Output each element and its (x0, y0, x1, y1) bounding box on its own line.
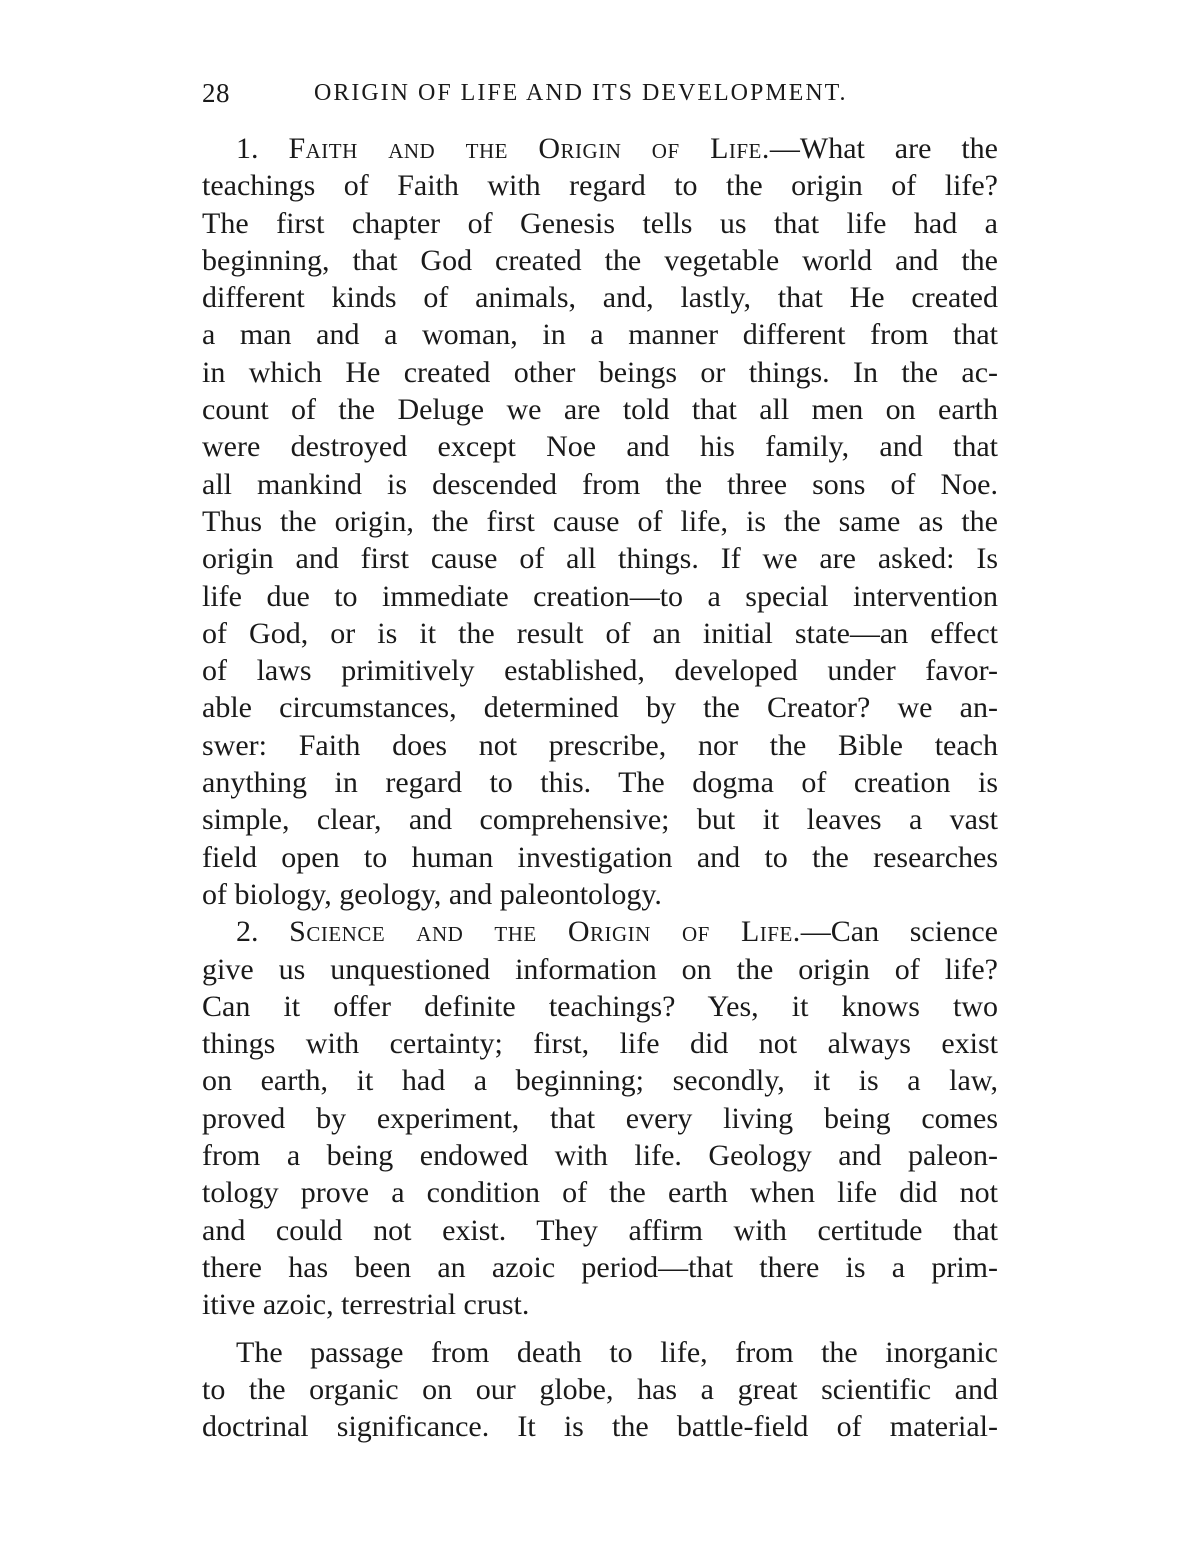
section-1-number: 1. (236, 132, 259, 165)
text-line: count of the Deluge we are told that all men on earth (202, 393, 998, 427)
section-2-heading: Science and the Origin of Life. (289, 915, 801, 949)
section-faith (202, 130, 998, 913)
text-line: proved by experiment, that every living being comes (202, 1101, 998, 1135)
section-1-heading: Faith and the Origin of Life. (288, 132, 770, 165)
text-line: of biology, geology, and paleontology. (202, 877, 662, 911)
section-2-first-line (202, 913, 998, 950)
body-text (202, 130, 998, 1445)
text-line: give us unquestioned information on the origin of life? (202, 952, 998, 986)
text-line: Thus the origin, the first cause of life, is the same as the (202, 504, 998, 538)
text-line: teachings of Faith with regard to the origin of life? (202, 169, 998, 203)
text-line: all mankind is descended from the three sons of Noe. (202, 467, 998, 501)
text-line: origin and first cause of all things. If we are asked: Is (202, 542, 998, 576)
text-line: to the organic on our globe, has a great scientific and (202, 1372, 998, 1406)
text-line: anything in regard to this. The dogma of creation is (202, 766, 998, 800)
text-line: swer: Faith does not prescribe, nor the Bible teach (202, 728, 998, 762)
section-1-first-line (202, 130, 998, 167)
text-line: life due to immediate creation—to a special intervention (202, 579, 998, 613)
text-line: on earth, it had a beginning; secondly, it is a law, (202, 1064, 998, 1098)
text-line: The passage from death to life, from the inorganic (236, 1335, 998, 1369)
text-line: tology prove a condition of the earth when life did not (202, 1176, 998, 1210)
paragraph-gap (202, 1324, 998, 1334)
closing-paragraph (202, 1334, 998, 1446)
text-line: simple, clear, and comprehensive; but it leaves a vast (202, 803, 998, 837)
text-line: in which He created other beings or things. In the ac- (202, 355, 998, 389)
text-line: different kinds of animals, and, lastly, that He created (202, 281, 998, 315)
section-2-number: 2. (236, 915, 259, 949)
text-line: of God, or is it the result of an initial state—an effect (202, 616, 998, 650)
running-head (202, 78, 1002, 112)
section-science (202, 913, 998, 1323)
text-line: of laws primitively established, developed under favor- (202, 654, 998, 688)
running-title: ORIGIN OF LIFE AND ITS DEVELOPMENT. (314, 80, 848, 106)
text-line: were destroyed except Noe and his family, and that (202, 430, 998, 464)
text-line: there has been an azoic period—that there is a prim- (202, 1250, 998, 1284)
text-line: from a being endowed with life. Geology and paleon- (202, 1139, 998, 1173)
text-line: The first chapter of Genesis tells us that life had a (202, 206, 998, 240)
text-line: beginning, that God created the vegetable world and the (202, 243, 998, 277)
text-line: itive azoic, terrestrial crust. (202, 1288, 530, 1322)
text-line: and could not exist. They affirm with certitude that (202, 1213, 998, 1247)
section-2-line-0: —Can science (800, 915, 998, 949)
text-line: field open to human investigation and to the researches (202, 840, 998, 874)
text-line: doctrinal significance. It is the battle-field of material- (202, 1410, 998, 1444)
text-line: things with certainty; first, life did not always exist (202, 1027, 998, 1061)
page-number: 28 (202, 78, 230, 108)
section-1-line-0: —What are the (769, 132, 998, 165)
text-line: able circumstances, determined by the Creator? we an- (202, 691, 998, 725)
text-line: a man and a woman, in a manner different from that (202, 318, 998, 352)
text-line: Can it offer definite teachings? Yes, it knows two (202, 989, 998, 1023)
